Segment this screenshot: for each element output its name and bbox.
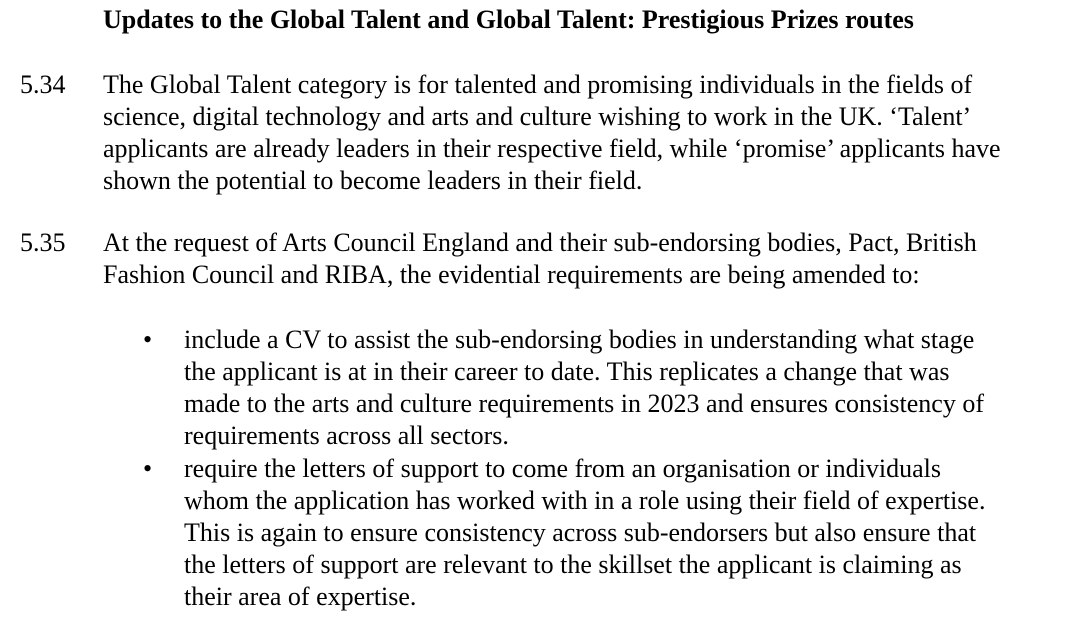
text-line: whom the application has worked with in a role using their field of expertise. (184, 486, 986, 515)
text-line: the applicant is at in their career to date. This replicates a change that was (184, 357, 950, 386)
paragraph-number: 5.35 (20, 228, 66, 257)
text-line: include a CV to assist the sub-endorsing bodies in understanding what stage (184, 325, 975, 354)
bullet-icon: • (143, 454, 153, 483)
text-line: Fashion Council and RIBA, the evidential requirements are being amended to: (103, 260, 920, 289)
text-line: At the request of Arts Council England and their sub-endorsing bodies, Pact, British (103, 228, 977, 257)
text-line: requirements across all sectors. (184, 421, 509, 450)
text-line: require the letters of support to come from an organisation or individuals (184, 454, 941, 483)
text-line: their area of expertise. (184, 582, 417, 611)
bullet-icon: • (143, 325, 153, 354)
text-line: This is again to ensure consistency across sub-endorsers but also ensure that (184, 518, 977, 547)
paragraph-number: 5.34 (20, 70, 66, 99)
section-heading: Updates to the Global Talent and Global Talent: Prestigious Prizes routes (103, 5, 914, 34)
text-line: the letters of support are relevant to the skillset the applicant is claiming as (184, 550, 962, 579)
text-line: shown the potential to become leaders in their field. (103, 166, 643, 195)
text-line: The Global Talent category is for talented and promising individuals in the fields of (103, 70, 973, 99)
text-line: science, digital technology and arts and culture wishing to work in the UK. ‘Talent’ (103, 102, 972, 131)
bullet-item (184, 324, 1074, 452)
paragraph-534-text (103, 69, 1078, 197)
paragraph-535-text (103, 227, 1078, 291)
text-line: made to the arts and culture requirements in 2023 and ensures consistency of (184, 389, 984, 418)
bullet-item (184, 453, 1074, 613)
text-line: applicants are already leaders in their respective field, while ‘promise’ applicants have (103, 134, 1001, 163)
